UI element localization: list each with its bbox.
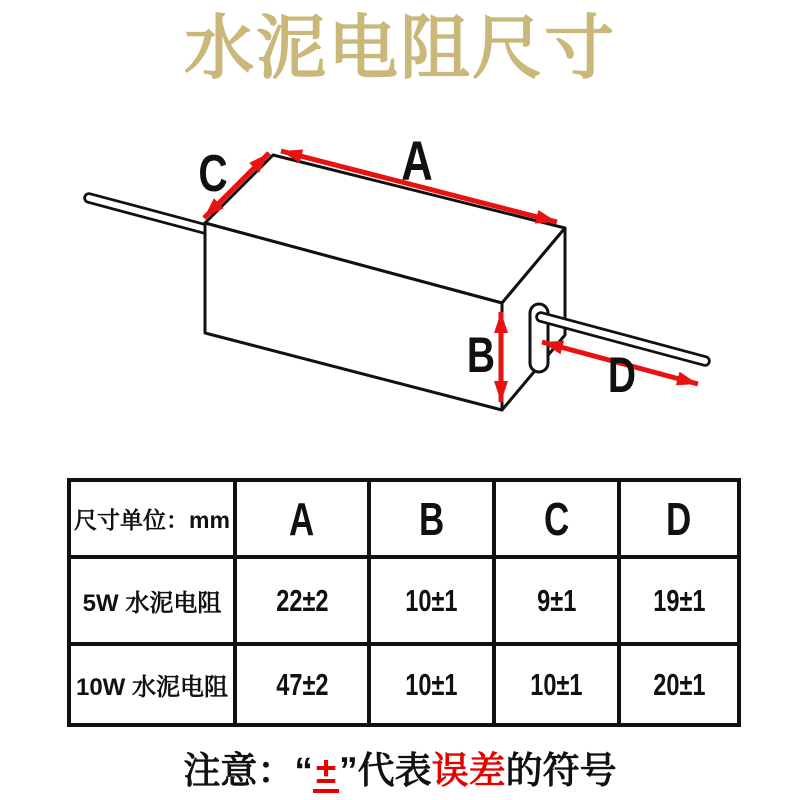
value-5w-c: 9±1 [494,557,619,644]
value-10w-c: 10±1 [494,644,619,725]
value-5w-a: 22±2 [235,557,369,644]
col-header-d: D [619,480,739,557]
row-label-10w: 10W 水泥电阻 [69,644,235,725]
note-plus-minus: ± [313,753,339,793]
page-title: 水泥电阻尺寸 [184,9,616,87]
unit-header-cell: 尺寸单位：mm [69,480,235,557]
dim-label-c: C [198,144,228,203]
dim-label-b: B [466,326,496,384]
col-header-b: B [369,480,494,557]
dim-label-a: A [401,129,433,193]
note-suffix: 的符号 [505,750,617,791]
note-mid: ”代表 [339,750,432,791]
resistor-body [205,155,565,410]
note-error-term: 误差 [431,750,506,791]
table-row-10w [69,644,739,725]
row-label-5w: 5W 水泥电阻 [69,557,235,644]
col-header-c: C [494,480,619,557]
value-5w-b: 10±1 [369,557,494,644]
dim-label-d: D [607,346,637,404]
value-10w-b: 10±1 [369,644,494,725]
value-5w-d: 19±1 [619,557,739,644]
value-10w-d: 20±1 [619,644,739,725]
spec-table [67,478,741,727]
col-header-a: A [235,480,369,557]
table-header-row [69,480,739,557]
value-10w-a: 47±2 [235,644,369,725]
left-lead-wire [89,198,209,230]
note-prefix: 注意：“ [183,750,313,791]
tolerance-note [0,748,800,794]
table-row-5w [69,557,739,644]
